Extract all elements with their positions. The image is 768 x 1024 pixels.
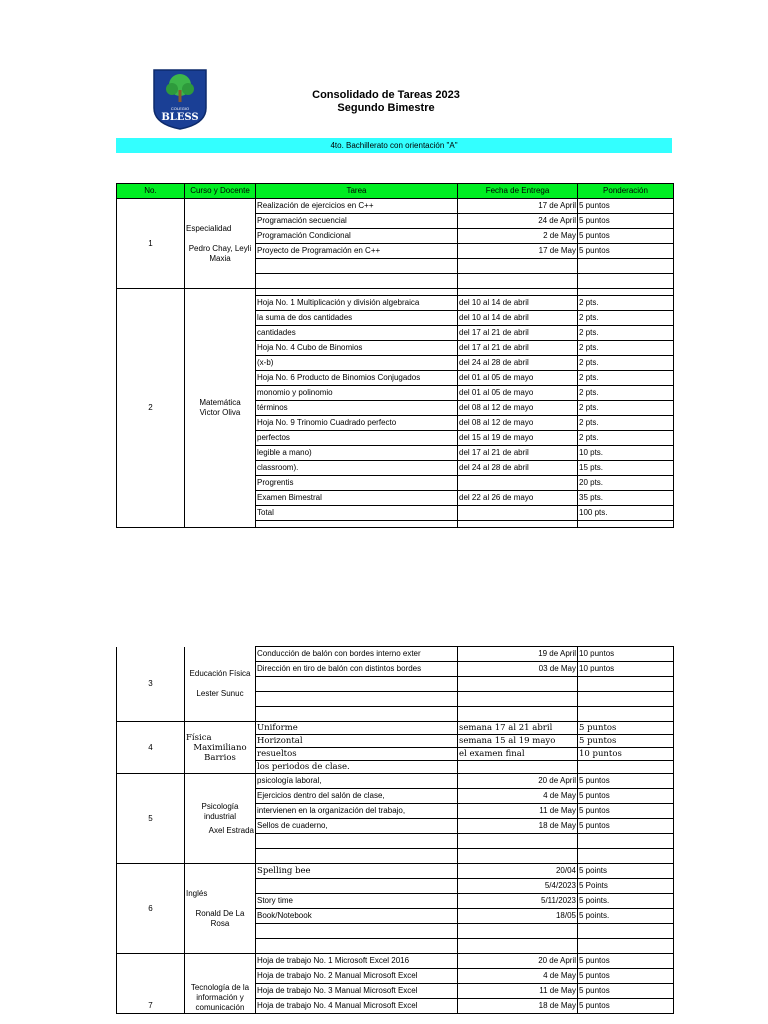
date-cell: 19 de April [458, 647, 578, 662]
date-cell: semana 15 al 19 mayo [458, 735, 578, 748]
grade-band: 4to. Bachillerato con orientación "A" [116, 138, 672, 153]
date-cell: del 01 al 05 de mayo [458, 386, 578, 401]
weight-cell: 10 pts. [578, 446, 674, 461]
weight-cell: 5 puntos [578, 804, 674, 819]
weight-cell: 2 pts. [578, 326, 674, 341]
course-number: 7 [117, 954, 185, 1014]
weight-cell: 5 puntos [578, 969, 674, 984]
task-cell: Sellos de cuaderno, [256, 819, 458, 834]
course-number: 2 [117, 289, 185, 528]
weight-cell: 100 pts. [578, 506, 674, 521]
date-cell: 20/04 [458, 864, 578, 879]
date-cell: 20 de April [458, 774, 578, 789]
task-cell: Horizontal [256, 735, 458, 748]
task-cell: psicología laboral, [256, 774, 458, 789]
date-cell [458, 761, 578, 774]
weight-cell: 35 pts. [578, 491, 674, 506]
task-cell: (x-b) [256, 356, 458, 371]
weight-cell: 2 pts. [578, 356, 674, 371]
col-date-header: Fecha de Entrega [458, 184, 578, 199]
table-row [117, 722, 674, 735]
date-cell: 17 de May [458, 244, 578, 259]
date-cell: del 08 al 12 de mayo [458, 416, 578, 431]
course-teacher: Victor Oliva [199, 408, 241, 417]
weight-cell [578, 761, 674, 774]
course-teacher: Ronald De La Rosa [195, 908, 245, 928]
date-cell: 18 de May [458, 999, 578, 1014]
task-cell: Realización de ejercicios en C++ [256, 199, 458, 214]
weight-cell: 5 puntos [578, 954, 674, 969]
date-cell: del 01 al 05 de mayo [458, 371, 578, 386]
weight-cell: 2 pts. [578, 401, 674, 416]
date-cell: 18 de May [458, 819, 578, 834]
weight-cell: 5 puntos [578, 984, 674, 999]
task-cell: Hoja No. 1 Multiplicación y división algebraica [256, 296, 458, 311]
weight-cell: 2 pts. [578, 341, 674, 356]
weight-cell: 5 puntos [578, 819, 674, 834]
task-cell: classroom). [256, 461, 458, 476]
tasks-table-bottom [116, 646, 674, 1014]
weight-cell: 2 pts. [578, 386, 674, 401]
weight-cell: 10 puntos [578, 662, 674, 677]
course-cell [185, 954, 256, 1014]
table-row [117, 199, 674, 214]
course-subject: Inglés [186, 888, 208, 898]
task-cell: Hoja de trabajo No. 2 Manual Microsoft Excel [256, 969, 458, 984]
date-cell: del 10 al 14 de abril [458, 296, 578, 311]
course-subject: Educación Física [189, 668, 251, 678]
task-cell: resueltos [256, 748, 458, 761]
weight-cell: 2 pts. [578, 371, 674, 386]
task-cell: Hoja de trabajo No. 4 Manual Microsoft Excel [256, 999, 458, 1014]
weight-cell: 5 puntos [578, 244, 674, 259]
table-row [117, 774, 674, 789]
task-cell: Programación secuencial [256, 214, 458, 229]
task-cell: Uniforme [256, 722, 458, 735]
task-cell: la suma de dos cantidades [256, 311, 458, 326]
course-number: 4 [117, 722, 185, 774]
weight-cell: 5 Points [578, 879, 674, 894]
date-cell [458, 506, 578, 521]
course-subject: Física [186, 732, 212, 743]
course-teacher: Lester Sunuc [196, 688, 244, 698]
date-cell: 20 de April [458, 954, 578, 969]
table-row [117, 647, 674, 662]
date-cell: del 22 al 26 de mayo [458, 491, 578, 506]
date-cell: del 24 al 28 de abril [458, 356, 578, 371]
col-no-header: No. [117, 184, 185, 199]
date-cell: semana 17 al 21 abril [458, 722, 578, 735]
task-cell [256, 879, 458, 894]
course-subject: Tecnología de la información y comunicación [190, 983, 250, 1012]
weight-cell: 5 points [578, 864, 674, 879]
weight-cell: 10 puntos [578, 647, 674, 662]
course-number: 3 [117, 647, 185, 722]
course-cell [185, 864, 256, 954]
course-teacher: Maximiliano Barrios [193, 742, 247, 763]
weight-cell: 5 points. [578, 894, 674, 909]
date-cell: del 10 al 14 de abril [458, 311, 578, 326]
task-cell: Total [256, 506, 458, 521]
logo-text: BLESS [161, 112, 199, 123]
date-cell: 18/05 [458, 909, 578, 924]
weight-cell: 2 pts. [578, 431, 674, 446]
task-cell: monomio y polinomio [256, 386, 458, 401]
course-teacher: Pedro Chay, Leyli Maxia [188, 243, 252, 263]
course-number: 6 [117, 864, 185, 954]
weight-cell: 5 puntos [578, 774, 674, 789]
col-weight-header: Ponderación [578, 184, 674, 199]
date-cell: 4 de May [458, 969, 578, 984]
logo-text-top: COLEGIO [170, 106, 190, 111]
col-course-header: Curso y Docente [185, 184, 256, 199]
date-cell: del 15 al 19 de mayo [458, 431, 578, 446]
task-cell: intervienen en la organización del trabajo, [256, 804, 458, 819]
task-cell: términos [256, 401, 458, 416]
task-cell: los periodos de clase. [256, 761, 458, 774]
task-cell: Book/Notebook [256, 909, 458, 924]
page-subtitle: Segundo Bimestre [337, 102, 435, 114]
task-cell: Programación Condicional [256, 229, 458, 244]
weight-cell: 5 puntos [578, 722, 674, 735]
task-cell: perfectos [256, 431, 458, 446]
weight-cell: 5 puntos [578, 229, 674, 244]
task-cell: Progrentis [256, 476, 458, 491]
course-cell [185, 289, 256, 528]
task-cell: Story time [256, 894, 458, 909]
weight-cell: 5 puntos [578, 735, 674, 748]
weight-cell: 5 puntos [578, 199, 674, 214]
page-title: Consolidado de Tareas 2023 [312, 89, 460, 101]
table-row [117, 954, 674, 969]
date-cell: del 08 al 12 de mayo [458, 401, 578, 416]
date-cell: 11 de May [458, 804, 578, 819]
task-cell: legible a mano) [256, 446, 458, 461]
date-cell: del 17 al 21 de abril [458, 446, 578, 461]
task-cell: cantidades [256, 326, 458, 341]
date-cell: 11 de May [458, 984, 578, 999]
date-cell [458, 476, 578, 491]
weight-cell: 2 pts. [578, 296, 674, 311]
weight-cell: 5 puntos [578, 214, 674, 229]
weight-cell: 10 puntos [578, 748, 674, 761]
course-cell [185, 722, 256, 774]
date-cell: 24 de April [458, 214, 578, 229]
date-cell: del 17 al 21 de abril [458, 326, 578, 341]
task-cell: Hoja No. 9 Trinomio Cuadrado perfecto [256, 416, 458, 431]
course-subject: Psicología industrial [201, 801, 239, 821]
course-number: 5 [117, 774, 185, 864]
date-cell: del 17 al 21 de abril [458, 341, 578, 356]
task-cell: Spelling bee [256, 864, 458, 879]
weight-cell: 5 puntos [578, 789, 674, 804]
date-cell: 5/4/2023 [458, 879, 578, 894]
task-cell: Examen Bimestral [256, 491, 458, 506]
task-cell: Hoja No. 6 Producto de Binomios Conjugados [256, 371, 458, 386]
table-header-row [117, 184, 674, 199]
weight-cell: 5 puntos [578, 999, 674, 1014]
task-cell: Dirección en tiro de balón con distintos bordes [256, 662, 458, 677]
task-cell: Hoja No. 4 Cubo de Binomios [256, 341, 458, 356]
tasks-table-top [116, 183, 674, 528]
date-cell: el examen final [458, 748, 578, 761]
course-cell [185, 774, 256, 864]
course-subject: Especialidad [186, 223, 232, 233]
weight-cell: 2 pts. [578, 416, 674, 431]
date-cell: del 24 al 28 de abril [458, 461, 578, 476]
date-cell: 4 de May [458, 789, 578, 804]
course-cell [185, 199, 256, 289]
course-teacher: Axel Estrada [208, 825, 254, 835]
task-cell: Proyecto de Programación en C++ [256, 244, 458, 259]
task-cell: Conducción de balón con bordes interno exter [256, 647, 458, 662]
task-cell: Ejercicios dentro del salón de clase, [256, 789, 458, 804]
task-cell: Hoja de trabajo No. 1 Microsoft Excel 2016 [256, 954, 458, 969]
date-cell: 17 de April [458, 199, 578, 214]
weight-cell: 5 points. [578, 909, 674, 924]
weight-cell: 2 pts. [578, 311, 674, 326]
course-number: 1 [117, 199, 185, 289]
course-cell [185, 647, 256, 722]
task-cell: Hoja de trabajo No. 3 Manual Microsoft Excel [256, 984, 458, 999]
weight-cell: 15 pts. [578, 461, 674, 476]
table-row [117, 864, 674, 879]
col-task-header: Tarea [256, 184, 458, 199]
date-cell: 5/11/2023 [458, 894, 578, 909]
date-cell: 2 de May [458, 229, 578, 244]
weight-cell: 20 pts. [578, 476, 674, 491]
course-subject: Matemática [199, 398, 241, 407]
date-cell: 03 de May [458, 662, 578, 677]
table-row [117, 289, 674, 296]
